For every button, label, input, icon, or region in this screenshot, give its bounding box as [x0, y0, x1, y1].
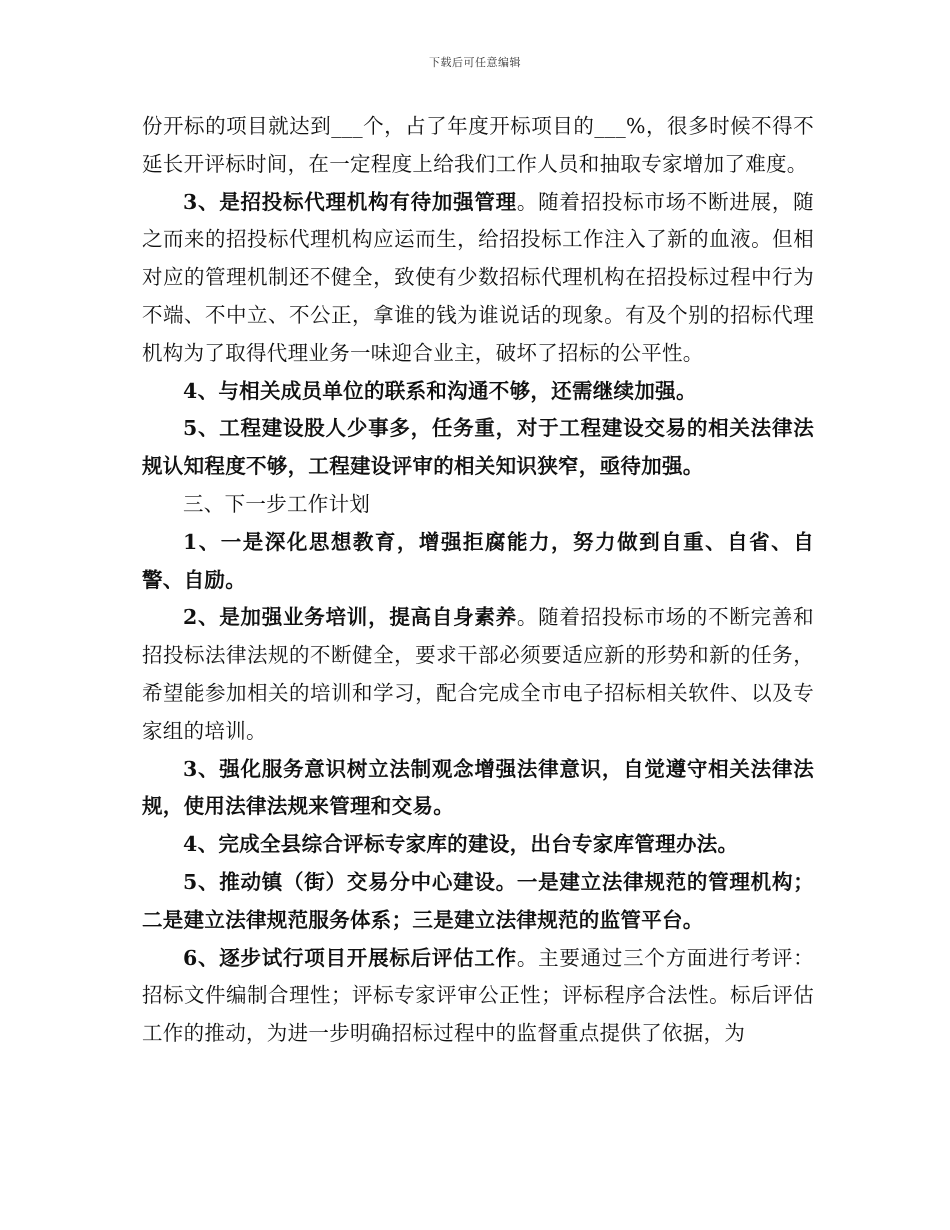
paragraph-plan-1	[142, 524, 814, 600]
paragraph-lead: 4、与相关成员单位的联系和沟通不够，还需继续加强。	[183, 378, 697, 403]
document-body	[142, 108, 814, 1053]
paragraph-text: 份开标的项目就达到___个，占了年度开标项目的___%，很多时候不得不延长开评标时间，在一定程度上给我们工作人员和抽取专家增加了难度。	[142, 114, 814, 176]
paragraph-text: 。随着招投标市场不断进展，随之而来的招投标代理机构应运而生，给招投标工作注入了新的血液。但相对应的管理机制还不健全，致使有少数招标代理机构在招投标过程中行为不端、不中立、不公正，拿谁的钱为谁说话的现象。有及个别的招标代理机构为了取得代理业务一味迎合业主，破坏了招标的公平性。	[142, 189, 814, 365]
paragraph-plan-5	[142, 864, 814, 940]
paragraph-plan-4	[142, 826, 814, 864]
paragraph-issue-4	[142, 373, 814, 411]
paragraph-lead: 3、是招投标代理机构有待加强管理	[183, 189, 517, 214]
paragraph-lead: 6、逐步试行项目开展标后评估工作	[183, 945, 517, 970]
paragraph-text: 。随着招投标市场的不断完善和招投标法律法规的不断健全，要求干部必须要适应新的形势和新的任务，希望能参加相关的培训和学习，配合完成全市电子招标相关软件、以及专家组的培训。	[142, 605, 814, 743]
page-header: 下载后可任意编辑	[429, 56, 521, 69]
paragraph-issue-3	[142, 184, 814, 373]
paragraph-continuation	[142, 108, 814, 184]
paragraph-plan-2	[142, 599, 814, 750]
paragraph-plan-6	[142, 940, 814, 1053]
paragraph-text: 。主要通过三个方面进行考评：招标文件编制合理性；评标专家评审公正性；评标程序合法性。标后评估工作的推动，为进一步明确招标过程中的监督重点提供了依据，为	[142, 945, 814, 1046]
paragraph-lead: 5、推动镇（街）交易分中心建设。一是建立法律规范的管理机构；二是建立法律规范服务体系；三是建立法律规范的监管平台。	[142, 869, 814, 932]
paragraph-plan-3	[142, 751, 814, 827]
paragraph-lead: 1、一是深化思想教育，增强拒腐能力，努力做到自重、自省、自警、自励。	[142, 529, 814, 592]
section-heading-next-plan	[142, 486, 814, 524]
paragraph-issue-5	[142, 410, 814, 486]
paragraph-lead: 4、完成全县综合评标专家库的建设，出台专家库管理办法。	[183, 832, 739, 857]
paragraph-lead: 3、强化服务意识树立法制观念增强法律意识，自觉遵守相关法律法规，使用法律法规来管理和交易。	[142, 756, 814, 819]
paragraph-lead: 5、工程建设股人少事多，任务重，对于工程建设交易的相关法律法规认知程度不够，工程建设评审的相关知识狭窄，亟待加强。	[142, 416, 814, 479]
paragraph-lead: 2、是加强业务培训，提高自身素养	[183, 605, 517, 630]
section-heading-text: 三、下一步工作计划	[183, 491, 371, 516]
